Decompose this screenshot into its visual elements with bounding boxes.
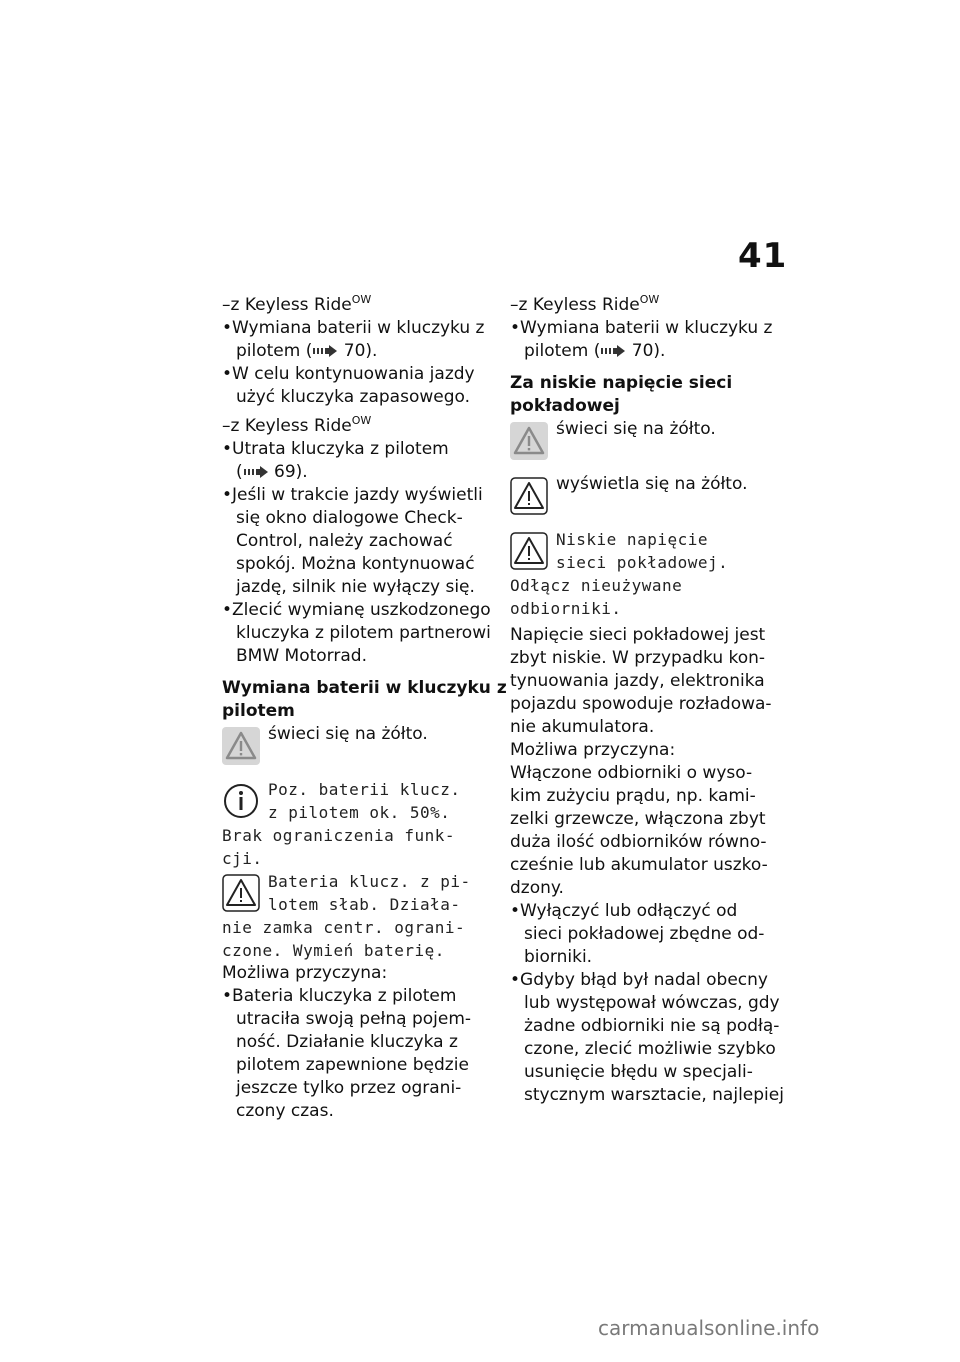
bullet-line: stycznym warsztacie, najlepiej [524,1085,784,1105]
bullet-line: usunięcie błędu w specjali- [524,1062,753,1082]
bullet-line: utraciła swoją pełną pojem- [236,1009,472,1029]
info-message: cji. [222,849,263,868]
bullet-line: ność. Działanie kluczyka z [236,1032,458,1052]
warning-text: świeci się na żółto. [268,724,428,744]
cause-line: Włączone odbiorniki o wyso- [510,763,753,783]
warning-message: czone. Wymień baterię. [222,941,445,960]
cause-line: kim zużyciu prądu, np. kami- [510,786,756,806]
warning-message: nie zamka centr. ograni- [222,918,466,937]
description-line: zbyt niskie. W przypadku kon- [510,648,766,668]
context-line: –z Keyless Ride$^{OW}$ [510,293,660,315]
bullet-line: •Wymiana baterii w kluczyku z [222,318,485,338]
info-circle-icon [222,782,260,820]
bullet-line: •Bateria kluczyka z pilotem [222,986,457,1006]
warning-message: lotem słab. Działa- [268,895,461,914]
info-message: Brak ograniczenia funk- [222,826,456,845]
description-line: tynuowania jazdy, elektronika [510,671,765,691]
bullet-line: •Gdyby błąd był nadal obecny [510,970,768,990]
cause-line: zelki grzewcze, włączona zbyt [510,809,766,829]
context-line: –z Keyless Ride$^{OW}$ [222,414,372,436]
warning-message: odbiorniki. [510,599,622,618]
section-heading: Za niskie napięcie sieci [510,373,733,393]
page-ref-arrow-icon [312,345,338,357]
warning-text: wyświetla się na żółto. [556,474,748,494]
page-ref-arrow-icon [243,466,269,478]
left-column [222,288,507,1123]
bullet-line: pilotem ( 70). [236,341,378,361]
cause-label: Możliwa przyczyna: [510,740,676,760]
section-heading: Wymiana baterii w kluczyku z [222,678,507,698]
bullet-line: •Zlecić wymianę uszkodzonego [222,600,491,620]
cause-line: cześnie lub akumulator uszko- [510,855,768,875]
bullet-line: się okno dialogowe Check- [236,508,463,528]
bullet-line: ( 69). [236,462,308,482]
warning-message-row [510,528,780,574]
bullet-line: •Wymiana baterii w kluczyku z [510,318,773,338]
bullet-line: użyć kluczyka zapasowego. [236,387,471,407]
warning-triangle-outline-icon [510,532,548,570]
warning-triangle-outline-icon [222,874,260,912]
cause-label: Możliwa przyczyna: [222,963,388,983]
warning-indicator-row [510,473,780,519]
info-message: Poz. baterii klucz. [268,780,461,799]
cause-line: duża ilość odbiorników równo- [510,832,767,852]
bullet-line: •W celu kontynuowania jazdy [222,364,475,384]
footer-watermark: carmanualsonline.info [598,1316,820,1340]
bullet-line: jeszcze tylko przez ograni- [236,1078,462,1098]
right-column [510,288,784,1107]
bullet-line: pilotem ( 70). [524,341,666,361]
bullet-line: kluczyka z pilotem partnerowi [236,623,491,643]
warning-indicator-row [510,418,780,464]
warning-indicator-row [222,723,492,769]
bullet-line: żadne odbiorniki nie są podłą- [524,1016,780,1036]
page-ref-arrow-icon [600,345,626,357]
info-message-row [222,778,492,824]
context-line: –z Keyless Ride$^{OW}$ [222,293,372,315]
bullet-line: Control, należy zachować [236,531,453,551]
cause-line: dzony. [510,878,564,898]
bullet-line: sieci pokładowej zbędne od- [524,924,765,944]
description-line: Napięcie sieci pokładowej jest [510,625,766,645]
info-message: z pilotem ok. 50%. [268,803,451,822]
description-line: nie akumulatora. [510,717,655,737]
warning-triangle-icon [222,727,260,765]
section-heading: pokładowej [510,396,620,416]
bullet-line: •Jeśli w trakcie jazdy wyświetli [222,485,483,505]
bullet-line: •Utrata kluczyka z pilotem [222,439,449,459]
warning-message: sieci pokładowej. [556,553,729,572]
bullet-line: czony czas. [236,1101,334,1121]
bullet-line: spokój. Można kontynuować [236,554,475,574]
bullet-line: •Wyłączyć lub odłączyć od [510,901,738,921]
warning-triangle-outline-icon [510,477,548,515]
bullet-line: jazdę, silnik nie wyłączy się. [236,577,475,597]
warning-message: Niskie napięcie [556,530,708,549]
page-number: 41 [738,236,788,276]
bullet-line: pilotem zapewnione będzie [236,1055,469,1075]
warning-message-row [222,870,492,916]
bullet-line: biorniki. [524,947,593,967]
warning-message: Bateria klucz. z pi- [268,872,471,891]
warning-message: Odłącz nieużywane [510,576,683,595]
bullet-line: BMW Motorrad. [236,646,367,666]
section-heading: pilotem [222,701,295,721]
description-line: pojazdu spowoduje rozładowa- [510,694,772,714]
bullet-line: czone, zlecić możliwie szybko [524,1039,776,1059]
bullet-line: lub występował wówczas, gdy [524,993,780,1013]
warning-triangle-icon [510,422,548,460]
warning-text: świeci się na żółto. [556,419,716,439]
